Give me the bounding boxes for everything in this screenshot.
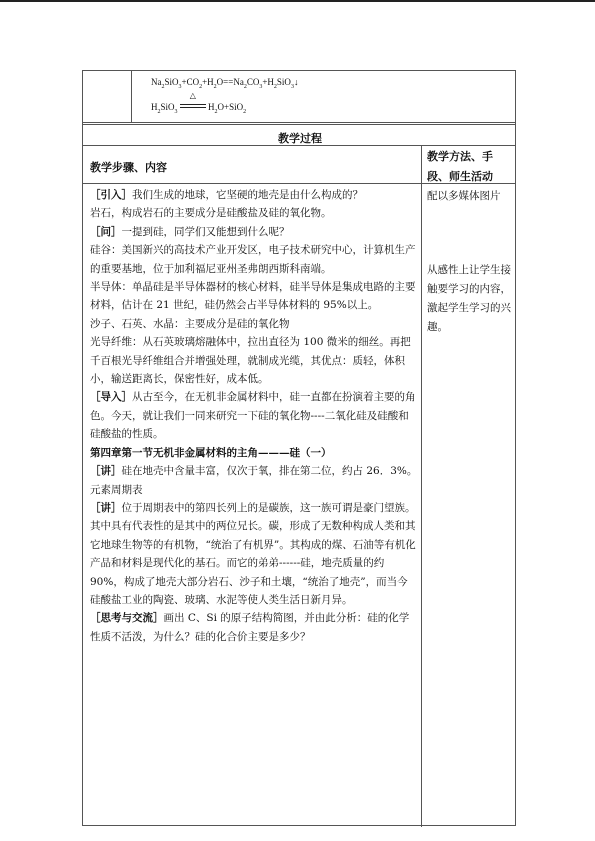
column-header-bottom-rule	[83, 183, 515, 184]
formula-silicic-acid-decomposition: $H_2SiO_3$ △ $H_2O+SiO_2$	[151, 91, 247, 115]
paragraph-lecture-carbon-group: ［讲］位于周期表中的第四长列上的是碳族，这一族可谓是豪门望族。其中具有代表性的是其中的两位兄长。碳，形成了无数种构成人类和其它地球生物等的有机物，“统治了有机界”。其构成的煤、石油等有机化产品和材料是现代化的基石。而它的弟弟------硅，地壳质量的约 90%，构成了地壳大部分岩石、沙子和土壤，“统治了地壳”，而当今硅酸盐工业的陶瓷、玻璃、水泥等使人类生活日新月异。	[90, 501, 416, 606]
side-note-multimedia: 配以多媒体图片	[427, 190, 501, 202]
section-title-bottom-rule	[83, 145, 515, 146]
paragraph-silicon-valley: 硅谷：美国新兴的高技术产业开发区，电子技术研究中心，计算机生产的重要基地，位于加利福尼亚州圣弗朗西斯科南端。	[90, 244, 416, 275]
column-header-steps: 教学步骤、内容	[90, 161, 167, 174]
paragraph-rock: 岩石，构成岩石的主要成分是硅酸盐及硅的氧化物。	[90, 207, 332, 220]
heat-triangle-icon: △	[189, 91, 196, 100]
side-note-motivation: 从感性上让学生接触要学习的内容，激起学生学习的兴趣。	[427, 264, 511, 333]
paragraph-sand-quartz: 沙子、石英、水晶：主要成分是硅的氧化物	[90, 317, 290, 330]
paragraph-question: ［问］一提到硅，同学们又能想到什么呢？	[90, 225, 290, 238]
teaching-content	[90, 186, 418, 646]
lesson-plan-table	[82, 70, 516, 826]
page-top-rule	[0, 0, 595, 2]
paragraph-periodic-table: 元素周期表	[90, 483, 143, 496]
formula-row-bottom-rule	[83, 122, 515, 125]
heating-condition-sign	[180, 91, 206, 110]
chapter-heading: 第四章第一节无机非金属材料的主角———硅（一）	[90, 446, 332, 459]
paragraph-semiconductor: 半导体：单晶硅是半导体器材的核心材料，硅半导体是集成电路的主要材料，估计在 21 世纪，硅仍然会占半导体材料的 95%以上。	[90, 281, 416, 312]
paragraph-lecture-abundance: ［讲］硅在地壳中含量丰富，仅次于氧，排在第二位，约占 26．3%。	[90, 465, 418, 478]
section-title: 教学过程	[278, 132, 322, 145]
column-header-methods: 教学方法、手段、师生活动	[427, 150, 493, 183]
paragraph-intro: ［引入］我们生成的地球，它坚硬的地壳是由什么构成的？	[90, 189, 363, 201]
column-divider	[421, 145, 422, 827]
paragraph-optical-fiber: 光导纤维：从石英玻璃熔融体中，拉出直径为 100 微米的细丝。再把千百根光导纤维组合并增强处理，就制成光缆，其优点：质轻，体积小，输送距离长，保密性好，成本低。	[90, 336, 411, 386]
paragraph-think-and-discuss: ［思考与交流］画出 C、Si 的原子结构简图，并由此分析：硅的化学性质不活泼，为什么？硅的化合价主要是多少？	[90, 612, 410, 643]
paragraph-lead-in: ［导入］从古至今，在无机非金属材料中，硅一直都在扮演着主要的角色。今天，就让我们一同来研究一下硅的氧化物----二氧化硅及硅酸和硅酸盐的性质。	[90, 391, 416, 441]
formula-row-divider	[131, 71, 132, 123]
formula-sodium-silicate-reaction: $Na_2SiO_3+CO_2+H_2O==Na_2CO_3+H_2SiO_3↓$	[151, 77, 299, 90]
